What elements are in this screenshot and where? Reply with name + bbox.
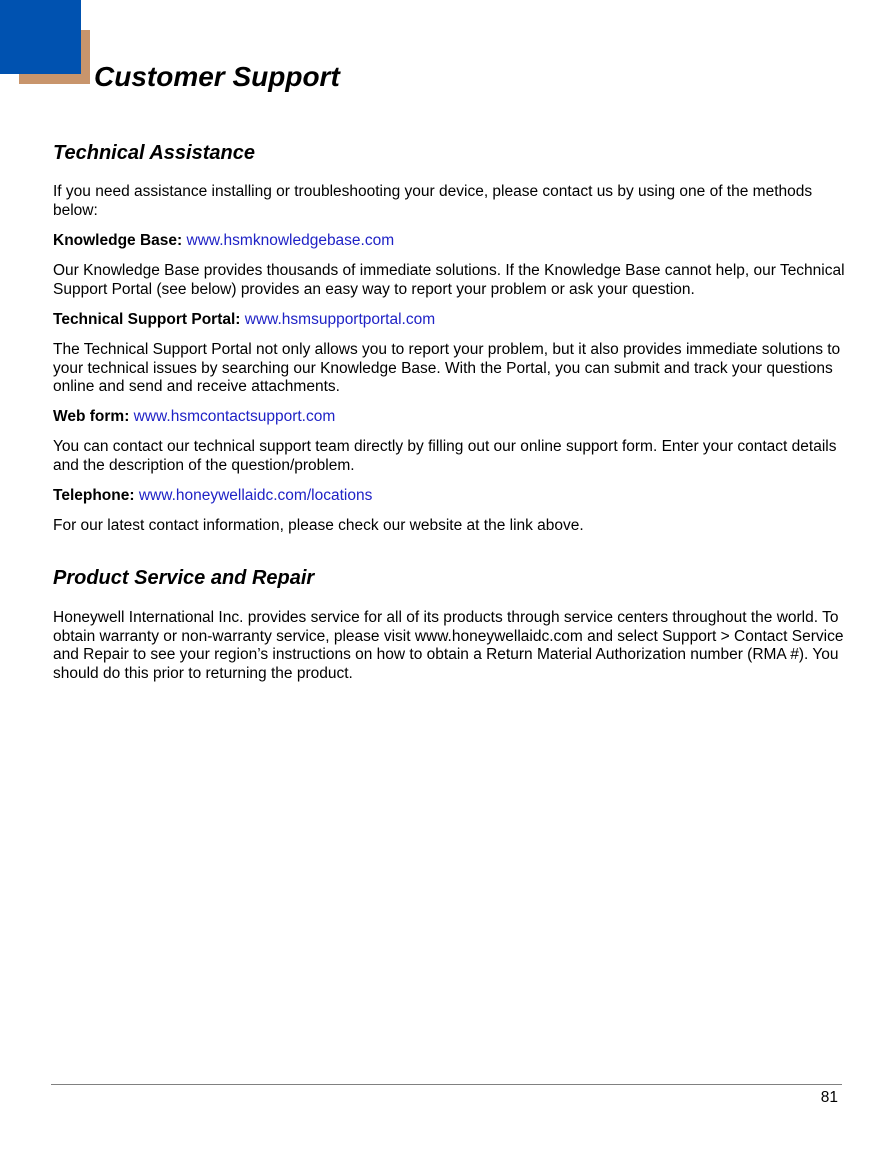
web-form-link[interactable]: www.hsmcontactsupport.com bbox=[133, 408, 336, 425]
technical-intro: If you need assistance installing or troubleshooting your device, please contact us by using one of the methods below: bbox=[53, 183, 813, 219]
telephone-label: Telephone: bbox=[53, 487, 135, 504]
telephone-description: For our latest contact information, please check our website at the link above. bbox=[53, 517, 584, 534]
knowledge-base-label: Knowledge Base: bbox=[53, 232, 183, 249]
support-portal-link[interactable]: www.hsmsupportportal.com bbox=[244, 311, 436, 328]
support-portal-line bbox=[53, 311, 848, 330]
web-form-label: Web form: bbox=[53, 408, 130, 425]
telephone-link[interactable]: www.honeywellaidc.com/locations bbox=[138, 487, 373, 504]
knowledge-base-link[interactable]: www.hsmknowledgebase.com bbox=[186, 232, 395, 249]
telephone-line bbox=[53, 487, 848, 506]
footer-divider bbox=[51, 1084, 842, 1085]
service-repair-body: Honeywell International Inc. provides service for all of its products through service centers throughout the world. To obtain warranty or non-warranty service, please visit www.honeywellaidc.com and select Support > Contact Service and Repair to see your region’s instructions on how to obtain a Return Material Authorization number (RMA #). You should do this prior to returning the product. bbox=[53, 609, 844, 682]
support-portal-label: Technical Support Portal: bbox=[53, 311, 241, 328]
knowledge-base-line bbox=[53, 232, 848, 251]
web-form-description: You can contact our technical support team directly by filling out our online support form. Enter your contact details and the description of the question/problem. bbox=[53, 438, 837, 474]
web-form-line bbox=[53, 408, 848, 427]
knowledge-base-description: Our Knowledge Base provides thousands of immediate solutions. If the Knowledge Base cannot help, our Technical Support Portal (see below) provides an easy way to report your problem or ask your question. bbox=[53, 262, 845, 298]
technical-assistance-heading: Technical Assistance bbox=[53, 142, 255, 164]
support-portal-description: The Technical Support Portal not only allows you to report your problem, but it also provides immediate solutions to your technical issues by searching our Knowledge Base. With the Portal, you can submit and track your questions online and send and receive attachments. bbox=[53, 341, 841, 395]
service-repair-heading: Product Service and Repair bbox=[53, 567, 315, 589]
corner-accent-blue bbox=[0, 0, 81, 74]
page-number: 81 bbox=[820, 1089, 838, 1106]
page-title: Customer Support bbox=[94, 61, 340, 92]
